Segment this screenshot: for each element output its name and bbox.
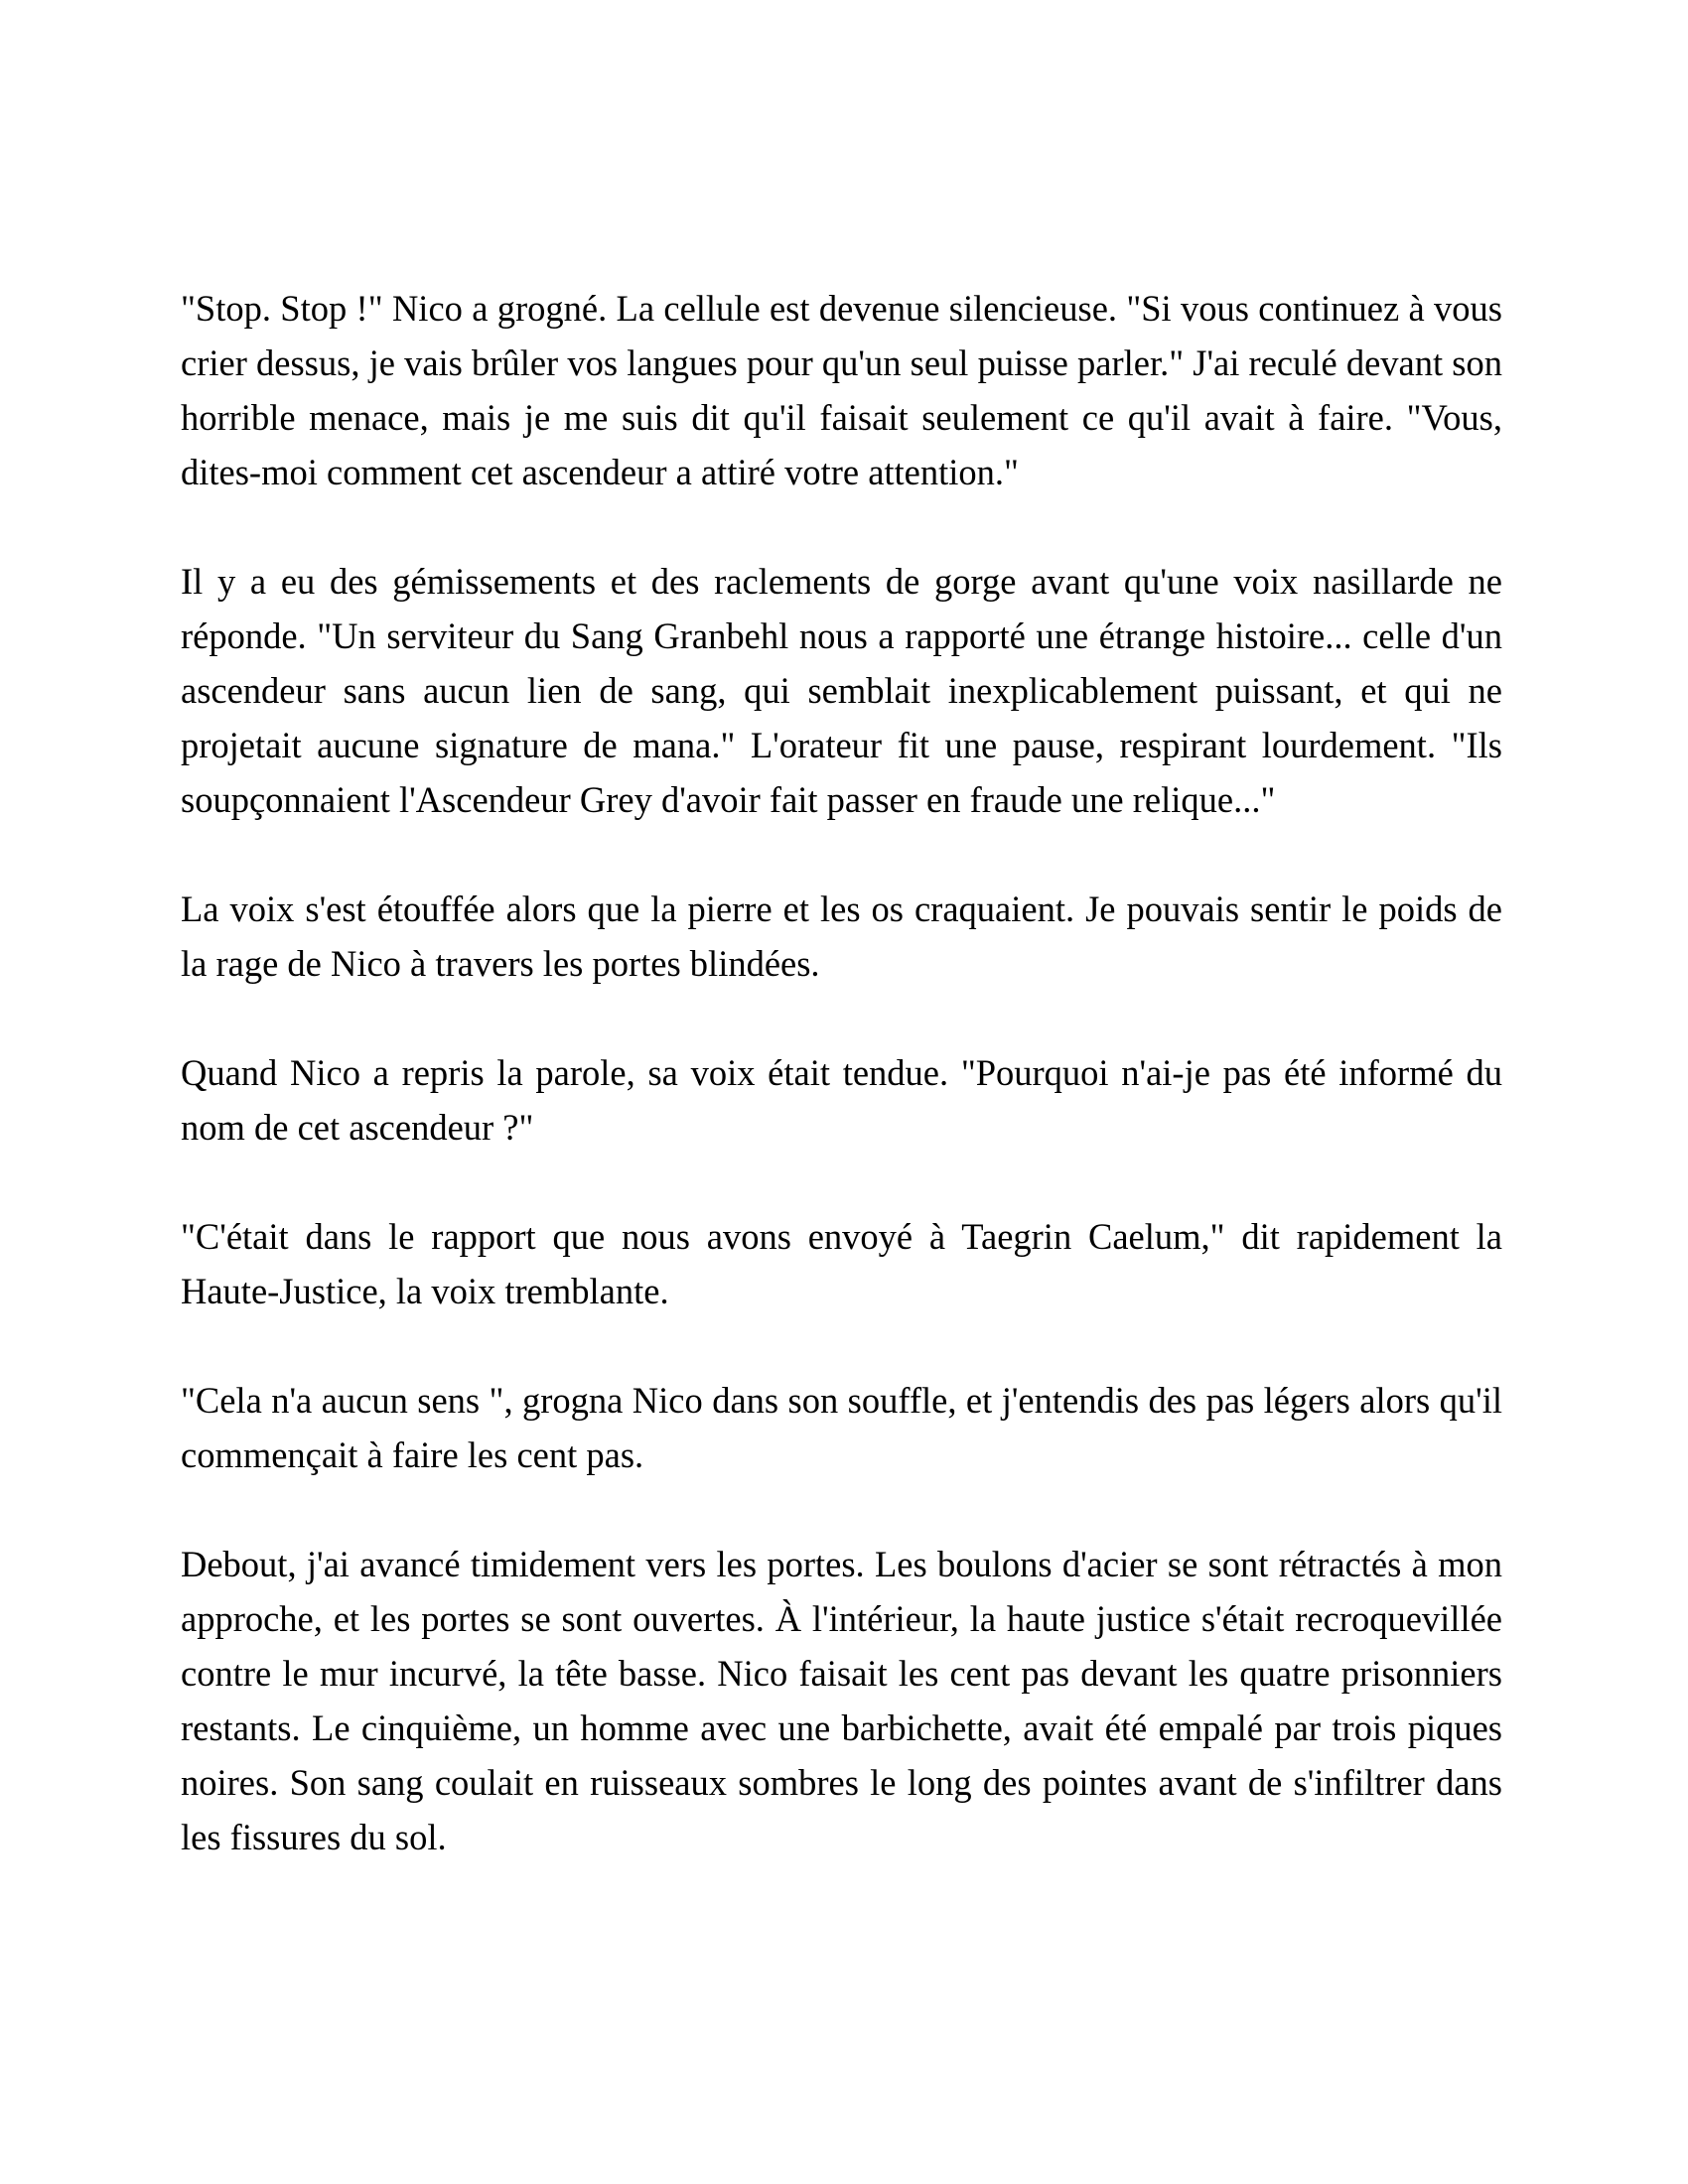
paragraph-5: "C'était dans le rapport que nous avons envoyé à Taegrin Caelum," dit rapidement la Haute-Justice, la voix tremblante. <box>181 1216 1502 1311</box>
paragraph-7: Debout, j'ai avancé timidement vers les portes. Les boulons d'acier se sont rétractés à mon approche, et les portes se sont ouvertes. À l'intérieur, la haute justice s'était recroquevillée contre le mur incurvé, la tête basse. Nico faisait les cent pas devant les quatre prisonniers restants. Le cinquième, un homme avec une barbichette, avait été empalé par trois piques noires. Son sang coulait en ruisseaux sombres le long des pointes avant de s'infiltrer dans les fissures du sol. <box>181 1544 1502 1857</box>
paragraph-2: Il y a eu des gémissements et des raclements de gorge avant qu'une voix nasillarde ne réponde. "Un serviteur du Sang Granbehl nous a rapporté une étrange histoire... celle d'un ascendeur sans aucun lien de sang, qui semblait inexplicablement puissant, et qui ne projetait aucune signature de mana." L'orateur fit une pause, respirant lourdement. "Ils soupçonnaient l'Ascendeur Grey d'avoir fait passer en fraude une relique..." <box>181 561 1502 820</box>
paragraph-6: "Cela n'a aucun sens ", grogna Nico dans son souffle, et j'entendis des pas légers alors qu'il commençait à faire les cent pas. <box>181 1380 1502 1475</box>
paragraph-3: La voix s'est étouffée alors que la pierre et les os craquaient. Je pouvais sentir le poids de la rage de Nico à travers les portes blindées. <box>181 888 1502 984</box>
paragraph-1: "Stop. Stop !" Nico a grogné. La cellule est devenue silencieuse. "Si vous continuez à vous crier dessus, je vais brûler vos langues pour qu'un seul puisse parler." J'ai reculé devant son horrible menace, mais je me suis dit qu'il faisait seulement ce qu'il avait à faire. "Vous, dites-moi comment cet ascendeur a attiré votre attention." <box>181 288 1502 492</box>
document-page <box>181 281 1502 1864</box>
paragraph-4: Quand Nico a repris la parole, sa voix était tendue. "Pourquoi n'ai-je pas été informé du nom de cet ascendeur ?" <box>181 1052 1502 1148</box>
